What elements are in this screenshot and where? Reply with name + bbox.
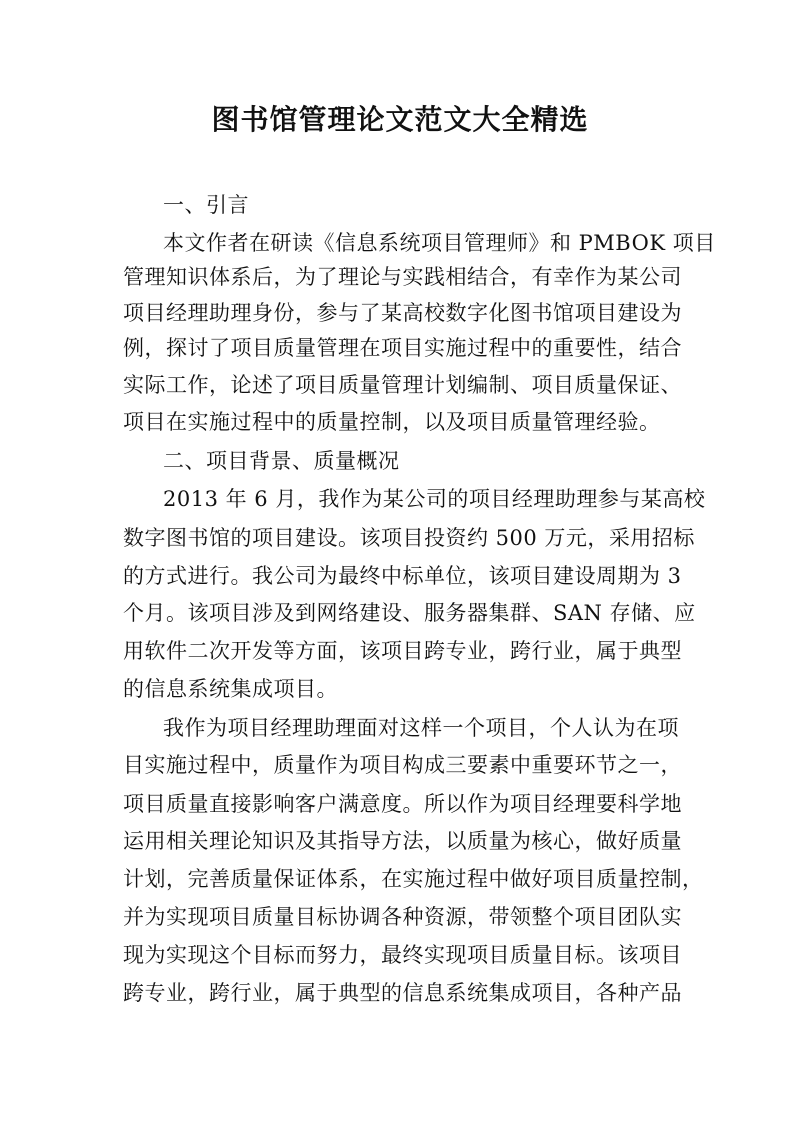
paragraph-line: 项目质量直接影响客户满意度。所以作为项目经理要科学地 bbox=[123, 792, 682, 816]
paragraph-line: 目实施过程中，质量作为项目构成三要素中重要环节之一， bbox=[123, 753, 682, 777]
page-title: 图书馆管理论文范文大全精选 bbox=[211, 103, 589, 136]
paragraph-line: 例，探讨了项目质量管理在项目实施过程中的重要性，结合 bbox=[123, 336, 682, 360]
paragraph-line: 实际工作，论述了项目质量管理计划编制、项目质量保证、 bbox=[123, 373, 682, 397]
section-heading-background: 二、项目背景、质量概况 bbox=[163, 449, 400, 473]
paragraph-line: 计划，完善质量保证体系，在实施过程中做好项目质量控制， bbox=[123, 867, 704, 891]
paragraph-line: 的方式进行。我公司为最终中标单位，该项目建设周期为 3 bbox=[123, 564, 682, 588]
paragraph-line: 管理知识体系后，为了理论与实践相结合，有幸作为某公司 bbox=[123, 265, 682, 289]
paragraph-line: 个月。该项目涉及到网络建设、服务器集群、SAN 存储、应 bbox=[123, 601, 696, 625]
paragraph-line: 我作为项目经理助理面对这样一个项目，个人认为在项 bbox=[163, 716, 679, 740]
paragraph-line: 现为实现这个目标而努力，最终实现项目质量目标。该项目 bbox=[123, 943, 682, 967]
paragraph-line: 并为实现项目质量目标协调各种资源，带领整个项目团队实 bbox=[123, 905, 682, 929]
paragraph-line: 的信息系统集成项目。 bbox=[123, 677, 338, 701]
paragraph-line: 本文作者在研读《信息系统项目管理师》和 PMBOK 项目 bbox=[163, 231, 716, 255]
section-heading-introduction: 一、引言 bbox=[163, 193, 249, 217]
paragraph-line: 跨专业，跨行业，属于典型的信息系统集成项目，各种产品 bbox=[123, 981, 682, 1005]
paragraph-line: 数字图书馆的项目建设。该项目投资约 500 万元，采用招标 bbox=[123, 526, 695, 550]
paragraph-line: 运用相关理论知识及其指导方法，以质量为核心，做好质量 bbox=[123, 829, 682, 853]
paragraph-line: 2013 年 6 月，我作为某公司的项目经理助理参与某高校 bbox=[163, 487, 706, 511]
paragraph-line: 项目经理助理身份，参与了某高校数字化图书馆项目建设为 bbox=[123, 301, 682, 325]
paragraph-line: 项目在实施过程中的质量控制，以及项目质量管理经验。 bbox=[123, 410, 661, 434]
paragraph-line: 用软件二次开发等方面，该项目跨专业，跨行业，属于典型 bbox=[123, 639, 682, 663]
